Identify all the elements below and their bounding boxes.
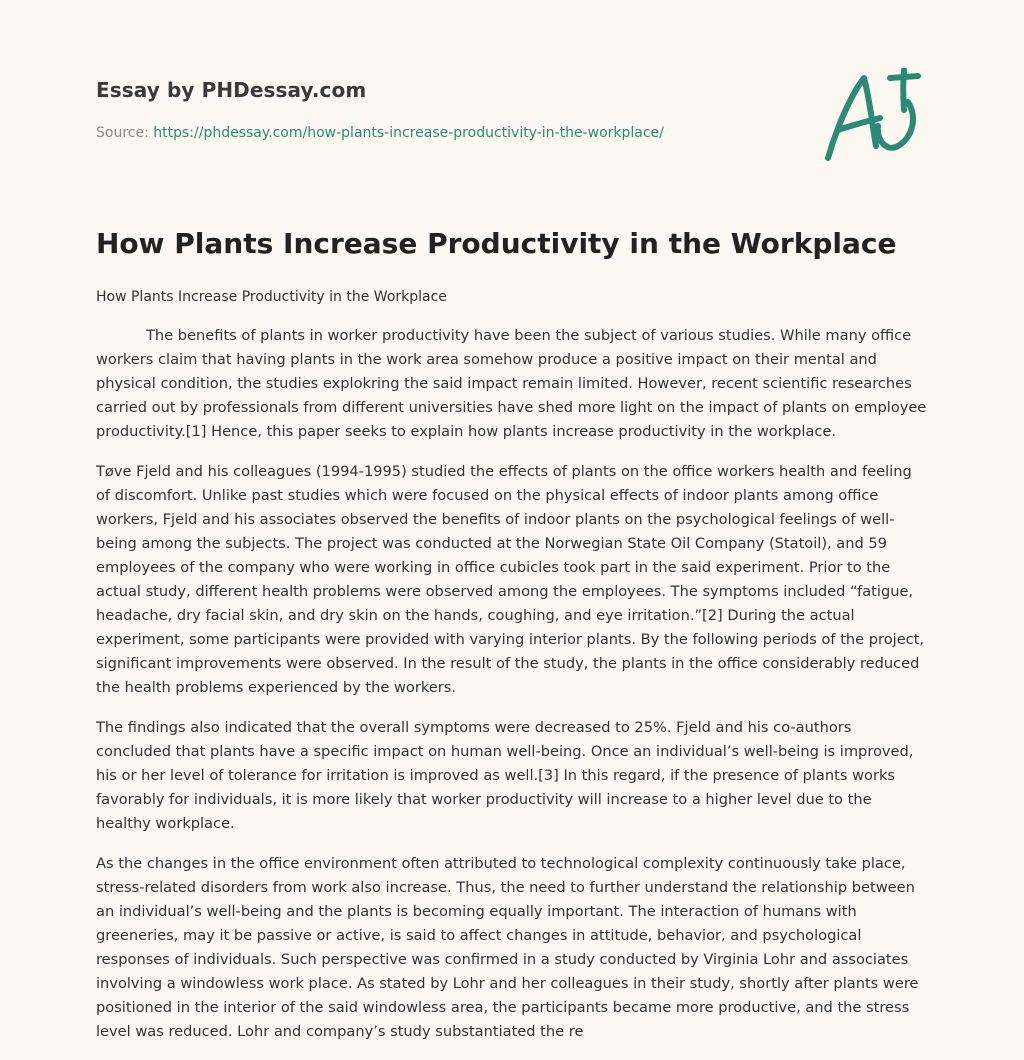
essay-body (96, 324, 928, 1060)
essay-subtitle: How Plants Increase Productivity in the Workplace (96, 289, 447, 305)
source-line (96, 124, 664, 142)
paragraph: As the changes in the office environment often attributed to technological complexity continuously take place, stress-related disorders from work also increase. Thus, the need to further understand the relationship between an individual’s well-being and the plants is becoming equally important. The interaction of humans with greeneries, may it be passive or active, is said to affect changes in attitude, behavior, and psychological responses of individuals. Such perspective was confirmed in a study conducted by Virginia Lohr and associates involving a windowless work place. As stated by Lohr and her colleagues in their study, shortly after plants were positioned in the interior of the said windowless area, the participants became more productive, and the stress level was reduced. Lohr and company’s study substantiated the re (96, 855, 919, 1040)
essay-page (96, 0, 928, 1060)
paragraph: The benefits of plants in worker productivity have been the subject of various studies. While many office workers claim that having plants in the work area somehow produce a positive impact on their mental and physical condition, the studies explokring the said impact remain limited. However, recent scientific researches carried out by professionals from different universities have shed more light on the impact of plants on employee productivity.[1] Hence, this paper seeks to explain how plants increase productivity in the workplace. (96, 327, 927, 440)
paragraph: Tøve Fjeld and his colleagues (1994-1995) studied the effects of plants on the office workers health and feeling of discomfort. Unlike past studies which were focused on the physical effects of indoor plants among office workers, Fjeld and his associates observed the benefits of indoor plants on the psychological feelings of well-being among the subjects. The project was conducted at the Norwegian State Oil Company (Statoil), and 59 employees of the company who were working in office cubicles took part in the said experiment. Prior to the actual study, different health problems were observed among the employees. The symptoms included “fatigue, headache, dry facial skin, and dry skin on the hands, coughing, and eye irritation.”[2] During the actual experiment, some participants were provided with varying interior plants. By the following periods of the project, significant improvements were observed. In the result of the study, the plants in the office considerably reduced the health problems experienced by the workers. (96, 463, 925, 696)
a-plus-icon (824, 68, 928, 164)
paragraph: The findings also indicated that the overall symptoms were decreased to 25%. Fjeld and his co-authors concluded that plants have a specific impact on human well-being. Once an individual’s well-being is improved, his or her level of tolerance for irritation is improved as well.[3] In this regard, if the presence of plants works favorably for individuals, it is more likely that worker productivity will increase to a higher level due to the healthy workplace. (96, 719, 914, 832)
source-link[interactable]: https://phdessay.com/how-plants-increase-productivity-in-the-workplace/ (153, 125, 664, 141)
page-title: How Plants Increase Productivity in the Workplace (96, 227, 897, 260)
source-label: Source: (96, 125, 149, 141)
site-brand: Essay by PHDessay.com (96, 78, 367, 102)
